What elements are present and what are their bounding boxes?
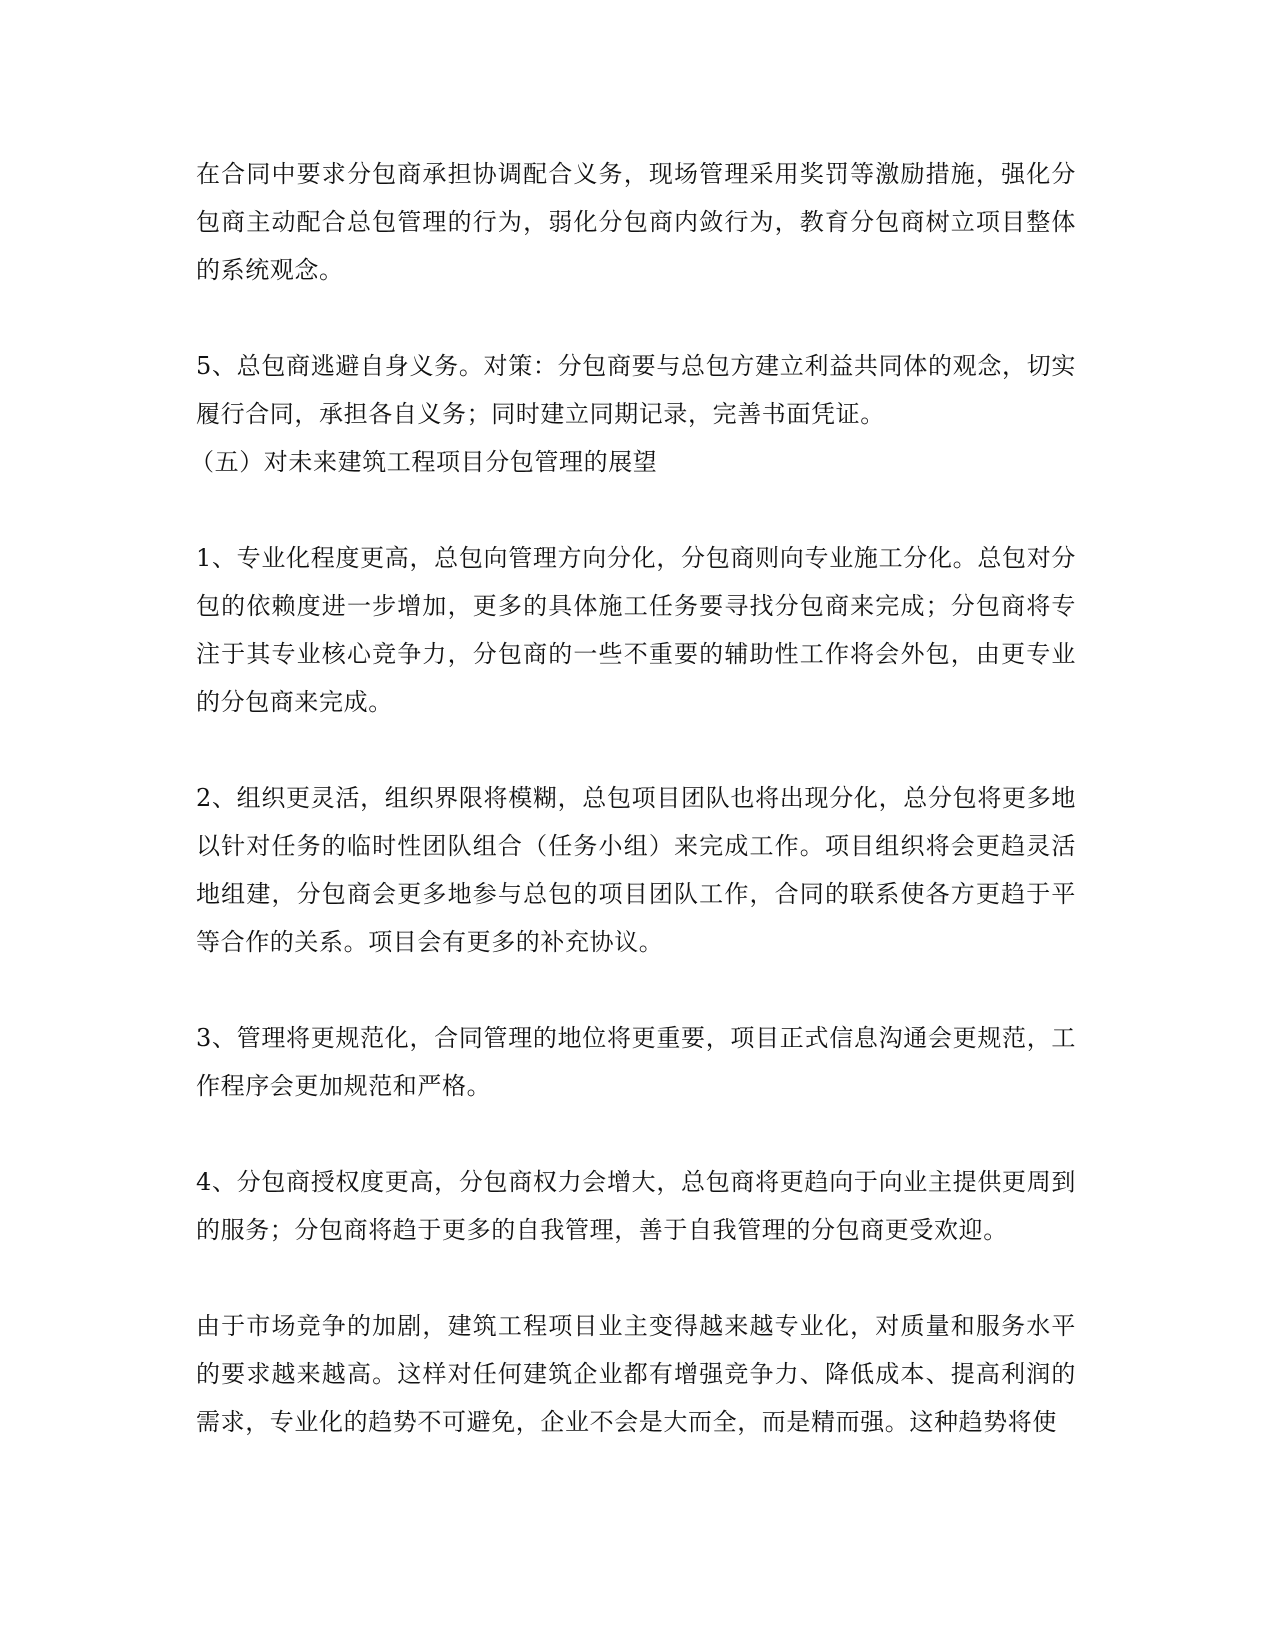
paragraph-coordination-obligation: 在合同中要求分包商承担协调配合义务，现场管理采用奖罚等激励措施，强化分包商主动配合总包管理的行为，弱化分包商内敛行为，教育分包商树立项目整体的系统观念。 [196, 160, 1076, 284]
section-heading: （五）对未来建筑工程项目分包管理的展望 [190, 448, 658, 476]
paragraph-general-contractor-obligation: 5、总包商逃避自身义务。对策：分包商要与总包方建立利益共同体的观念，切实履行合同，承担各自义务；同时建立同期记录，完善书面凭证。 [196, 352, 1076, 428]
list-item-standardization: 3、管理将更规范化，合同管理的地位将更重要，项目正式信息沟通会更规范，工作程序会更加规范和严格。 [196, 1024, 1076, 1100]
paragraph-closing: 由于市场竞争的加剧，建筑工程项目业主变得越来越专业化，对质量和服务水平的要求越来越高。这样对任何建筑企业都有增强竞争力、降低成本、提高利润的需求，专业化的趋势不可避免，企业不会是大而全，而是精而强。这种趋势将使 [196, 1312, 1076, 1436]
document-body [190, 150, 1076, 1446]
list-item-authorization: 4、分包商授权度更高，分包商权力会增大，总包商将更趋向于向业主提供更周到的服务；分包商将趋于更多的自我管理，善于自我管理的分包商更受欢迎。 [196, 1168, 1076, 1244]
list-item-organization: 2、组织更灵活，组织界限将模糊，总包项目团队也将出现分化，总分包将更多地以针对任务的临时性团队组合（任务小组）来完成工作。项目组织将会更趋灵活地组建，分包商会更多地参与总包的项目团队工作，合同的联系使各方更趋于平等合作的关系。项目会有更多的补充协议。 [196, 784, 1076, 956]
list-item-specialization: 1、专业化程度更高，总包向管理方向分化，分包商则向专业施工分化。总包对分包的依赖度进一步增加，更多的具体施工任务要寻找分包商来完成；分包商将专注于其专业核心竞争力，分包商的一些不重要的辅助性工作将会外包，由更专业的分包商来完成。 [196, 544, 1076, 716]
section-heading-wrapper [190, 438, 1076, 486]
